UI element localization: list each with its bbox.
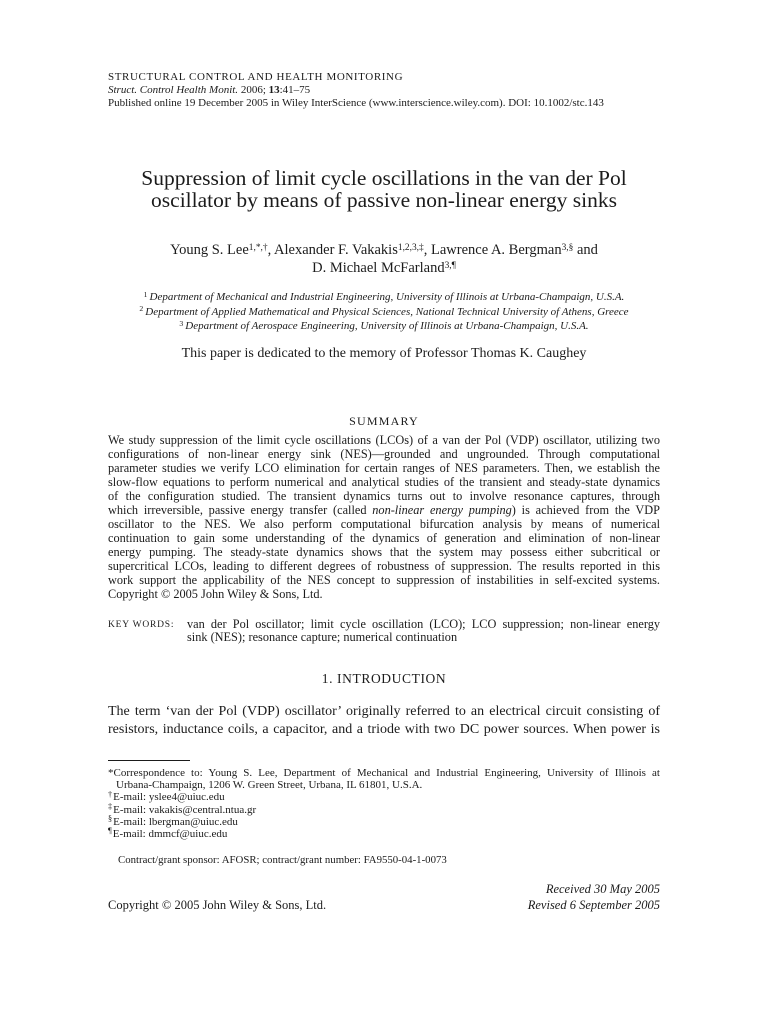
footnote-email-text: E-mail: yslee4@uiuc.edu	[113, 791, 225, 804]
author-line	[108, 259, 660, 277]
author-line	[108, 241, 660, 259]
title-line: Suppression of limit cycle oscillations in the van der Pol	[141, 166, 627, 190]
author-list	[108, 241, 660, 277]
affiliation	[108, 319, 660, 334]
summary-line: We study suppression of the limit cycle oscillations (LCOs) of a van der Pol (VDP) oscillator, utilizing two	[108, 433, 660, 447]
paper-title	[108, 167, 660, 211]
intro-paragraph	[108, 703, 660, 739]
footnote-email-text: E-mail: dmmcf@uiuc.edu	[112, 828, 228, 841]
journal-pages: :41–75	[279, 84, 311, 96]
summary-line: work support the applicability of the NES concept to suppression of instabilities in self-excited systems.	[108, 573, 660, 587]
footnote-email	[108, 816, 660, 828]
footnote-mark: ‡	[108, 801, 113, 811]
footnote-mark: ¶	[108, 826, 112, 836]
section-heading: 1. INTRODUCTION	[321, 671, 447, 686]
affiliation-text: Department of Applied Mathematical and Physical Sciences, National Technical University of Athens, Greece	[145, 305, 629, 318]
footnote-mark: †	[108, 789, 113, 799]
keywords-line: van der Pol oscillator; limit cycle oscillation (LCO); LCO suppression; non-linear energy	[187, 617, 660, 631]
footnote-correspondence	[108, 767, 660, 779]
summary-line: slow-flow equations to perform numerical and analytical studies of the transient and steady-state dynamics	[108, 475, 660, 489]
summary-text: which irreversible, passive energy transfer (called	[108, 503, 373, 517]
summary-emphasis: non-linear energy pumping	[372, 503, 512, 517]
footnote-email-text: E-mail: lbergman@uiuc.edu	[113, 815, 238, 828]
affiliation-number: 3	[179, 318, 184, 328]
copyright-notice: Copyright © 2005 John Wiley & Sons, Ltd.	[108, 898, 327, 912]
footnote-email	[108, 791, 660, 803]
author-marks: 3,¶	[444, 260, 456, 271]
summary-line: parameter studies we verify LCO elimination for certain ranges of NES parameters. Then, we establish the	[108, 461, 660, 475]
footnote-divider	[108, 760, 190, 761]
author-separator: and	[573, 242, 598, 258]
author-marks: 3,§	[561, 242, 574, 253]
summary-body	[108, 433, 660, 601]
publication-info: Published online 19 December 2005 in Wiley InterScience (www.interscience.wiley.com). DOI: 10.1002/stc.143	[108, 97, 604, 109]
author-marks: 1,2,3,‡	[397, 242, 424, 253]
summary-text: ) is achieved from the VDP	[511, 503, 661, 517]
keywords-label: KEY WORDS:	[108, 620, 175, 630]
affiliation-text: Department of Aerospace Engineering, University of Illinois at Urbana-Champaign, U.S.A.	[185, 320, 589, 332]
affiliation	[108, 305, 660, 320]
summary-line: oscillator to the NES. We also perform computational bifurcation analysis by means of numerical	[108, 517, 660, 531]
affiliation-list	[108, 290, 660, 334]
summary-line: supercritical LCOs, leading to different degrees of robustness of suppression. The results reported in this	[108, 559, 660, 573]
intro-line: resistors, inductance coils, a capacitor, and a triode with two DC power sources. When power is	[108, 722, 660, 737]
affiliation-number: 1	[143, 289, 148, 299]
journal-citation	[108, 84, 660, 97]
affiliation-number: 2	[139, 304, 144, 314]
manuscript-dates	[108, 881, 660, 913]
received-date: Received 30 May 2005	[545, 882, 660, 896]
grant-info: Contract/grant sponsor: AFOSR; contract/grant number: FA9550-04-1-0073	[118, 854, 447, 866]
summary-line: continuation to gain some understanding of the dynamics of generation and elimination of non-linear	[108, 531, 660, 545]
summary-line: configurations of non-linear energy sink (NES)—grounded and ungrounded. Through computational	[108, 447, 660, 461]
summary-line: energy pumping. The steady-state dynamics shows that the system may possess either subcritical or	[108, 545, 660, 559]
footnote-email	[108, 828, 660, 840]
keywords-line: sink (NES); resonance capture; numerical continuation	[187, 630, 458, 644]
keywords-text	[187, 618, 660, 644]
dedication: This paper is dedicated to the memory of Professor Thomas K. Caughey	[181, 346, 587, 361]
journal-year: 2006;	[240, 84, 266, 96]
footnote-line: Correspondence to: Young S. Lee, Department of Mechanical and Industrial Engineering, University of Illinois at	[113, 767, 660, 779]
journal-name: STRUCTURAL CONTROL AND HEALTH MONITORING	[108, 71, 404, 83]
author-separator: ,	[267, 242, 275, 258]
summary-line	[108, 503, 660, 517]
author-name: D. Michael McFarland	[312, 260, 445, 276]
author-name: Alexander F. Vakakis	[274, 242, 398, 258]
journal-header	[108, 71, 660, 110]
author-name: Young S. Lee	[170, 242, 249, 258]
affiliation-text: Department of Mechanical and Industrial Engineering, University of Illinois at Urbana-Champaign, U.S.A.	[149, 291, 625, 303]
footnotes	[108, 767, 660, 840]
author-marks: 1,*,†	[248, 242, 268, 253]
intro-line: The term ‘van der Pol (VDP) oscillator’ originally referred to an electrical circuit consisting of	[108, 704, 660, 719]
journal-abbrev: Struct. Control Health Monit.	[108, 84, 239, 96]
footnote-email-text: E-mail: vakakis@central.ntua.gr	[113, 803, 257, 816]
footnote-mark: §	[108, 814, 113, 824]
revised-date: Revised 6 September 2005	[527, 898, 660, 912]
affiliation	[108, 290, 660, 305]
author-separator: ,	[423, 242, 431, 258]
author-name: Lawrence A. Bergman	[430, 242, 562, 258]
summary-heading: SUMMARY	[349, 414, 419, 428]
summary-line: of the configuration studied. The transient dynamics turns out to involve resonance captures, through	[108, 489, 660, 503]
journal-volume: 13	[268, 84, 280, 96]
footnote-line: Urbana-Champaign, 1206 W. Green Street, Urbana, IL 61801, U.S.A.	[116, 779, 423, 792]
summary-copyright: Copyright © 2005 John Wiley & Sons, Ltd.	[108, 587, 323, 601]
footnote-email	[108, 801, 660, 816]
title-line: oscillator by means of passive non-linear energy sinks	[151, 188, 617, 212]
footnote-mark: *	[108, 767, 114, 779]
